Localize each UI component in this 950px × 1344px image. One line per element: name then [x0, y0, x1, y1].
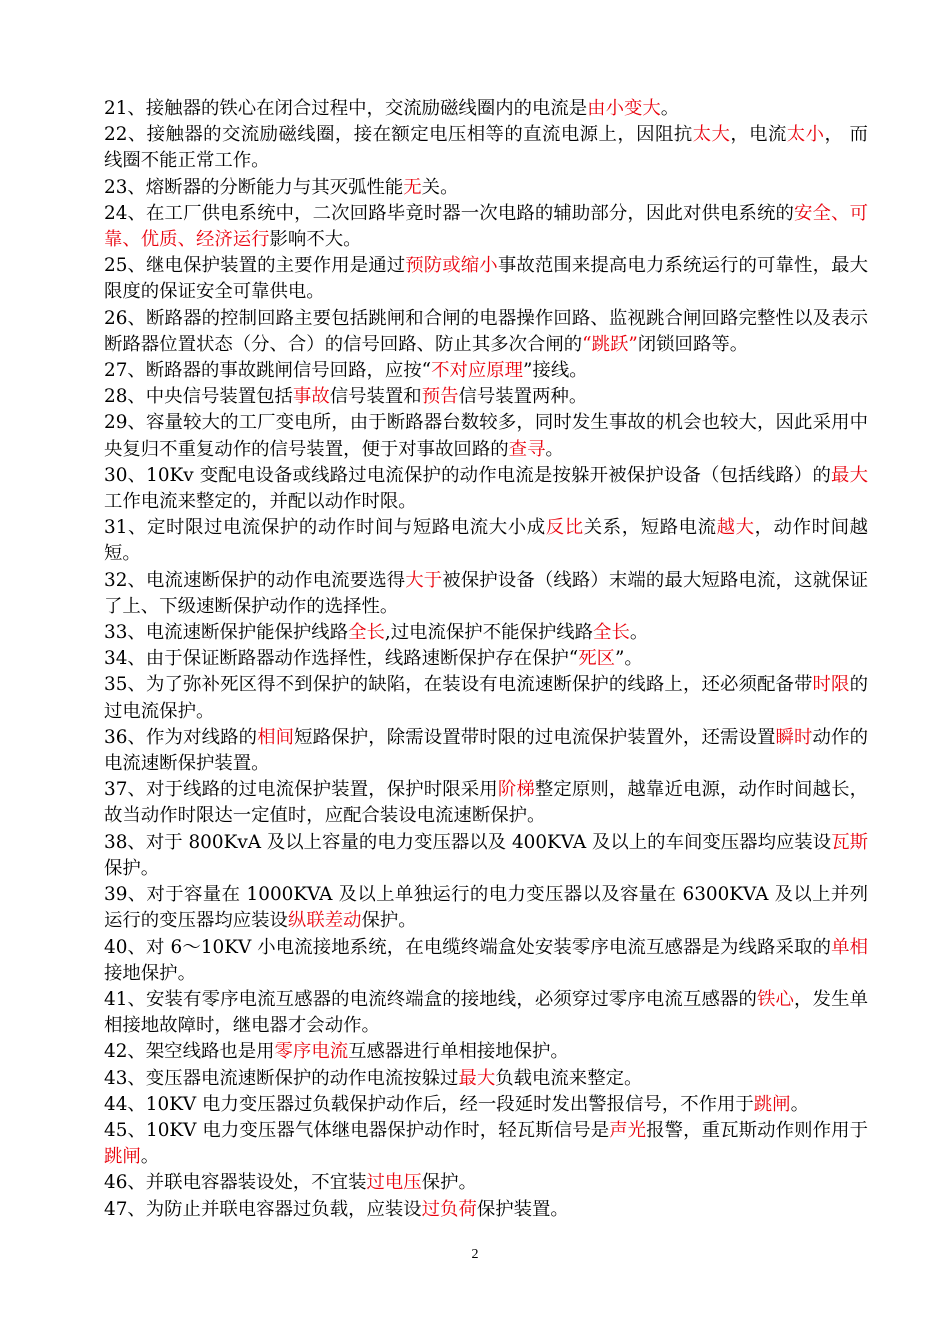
- question-text: 34、由于保证断路器动作选择性，线路速断保护存在保护“: [104, 648, 579, 670]
- question-text: ， 而线圈不能正常工作。: [104, 124, 868, 172]
- question-text: 39、对于容量在 1000KVA 及以上单独运行的电力变压器以及容量在 6300KVA 及以上并列运行的变压器均应装设: [104, 884, 868, 932]
- question-item-22: [104, 122, 868, 174]
- answer-highlight: 预告: [421, 386, 459, 408]
- answer-highlight: 全长: [348, 622, 385, 644]
- question-text: ，电流: [730, 124, 787, 146]
- question-text: 26、断路器的控制回路主要包括跳闸和合闸的电器操作回路、监视跳合闸回路完整性以及表示断路器位置状态（分、合）的信号回路、防止其多次合闸的: [104, 307, 868, 355]
- answer-highlight: 太小: [786, 124, 825, 146]
- question-text: 影响不大。: [269, 229, 362, 251]
- question-text: 动作的电流速断保护装置。: [104, 726, 868, 775]
- question-text: 。: [660, 98, 680, 119]
- question-item-36: [104, 725, 868, 777]
- question-item-33: [104, 620, 868, 646]
- question-text: 40、对 6～10KV 小电流接地系统，在电缆终端盒处安装零序电流互感器是为线路采取的: [104, 936, 832, 958]
- answer-highlight: 相间: [257, 726, 295, 748]
- question-text: 信号装置和: [329, 386, 422, 408]
- question-item-38: [104, 830, 868, 882]
- question-text: 关系，短路电流: [583, 517, 717, 539]
- question-text: 。: [790, 1093, 809, 1115]
- answer-highlight: 跳闸: [104, 1146, 141, 1168]
- question-text: 接地保护。: [104, 962, 196, 984]
- question-text: 闭锁回路等。: [637, 333, 749, 355]
- answer-highlight: 时限: [812, 674, 850, 696]
- question-text: 35、为了弥补死区得不到保护的缺陷，在装设有电流速断保护的线路上，还必须配备带: [104, 674, 813, 696]
- question-text: 关。: [421, 176, 459, 198]
- answer-highlight: 反比: [545, 517, 584, 539]
- question-text: 44、10KV 电力变压器过负载保护动作后，经一段延时发出警报信号，不作用于: [104, 1093, 754, 1115]
- question-item-34: [104, 646, 868, 672]
- question-text: 25、继电保护装置的主要作用是通过: [104, 255, 406, 277]
- question-text: 45、10KV 电力变压器气体继电器保护动作时，轻瓦斯信号是: [104, 1119, 610, 1141]
- question-item-28: [104, 384, 868, 410]
- answer-highlight: 最大: [458, 1067, 496, 1089]
- question-item-21: [104, 96, 868, 122]
- question-text: 43、变压器电流速断保护的动作电流按躲过: [104, 1067, 459, 1089]
- answer-highlight: 单相: [831, 936, 868, 958]
- question-item-37: [104, 777, 868, 829]
- question-item-27: [104, 358, 868, 384]
- question-item-26: [104, 306, 868, 358]
- question-item-44: [104, 1092, 868, 1118]
- question-text: 29、容量较大的工厂变电所，由于断路器台数较多，同时发生事故的机会也较大，因此采用中央复归不重复动作的信号装置，便于对事故回路的: [104, 412, 868, 460]
- question-text: ，发生单相接地故障时，继电器才会动作。: [104, 988, 868, 1037]
- question-text: 事故范围来提高电力系统运行的可靠性，最大限度的保证安全可靠供电。: [104, 255, 868, 303]
- question-text: 37、对于线路的过电流保护装置，保护时限采用: [104, 779, 498, 801]
- question-text: 保护装置。: [476, 1198, 569, 1220]
- answer-highlight: 越大: [716, 517, 755, 539]
- answer-highlight: 铁心: [757, 988, 795, 1010]
- question-item-45: [104, 1118, 868, 1170]
- answer-highlight: “跳跃”: [582, 333, 638, 355]
- question-text: 负载电流来整定。: [495, 1067, 643, 1089]
- answer-highlight: 安全、可靠、优质、经济运行: [104, 202, 868, 251]
- question-text: 31、定时限过电流保护的动作时间与短路电流大小成: [104, 517, 546, 539]
- question-text: 28、中央信号装置包括: [104, 386, 293, 408]
- answer-highlight: 跳闸: [753, 1093, 791, 1115]
- answer-highlight: 过负荷: [421, 1198, 477, 1220]
- question-item-30: [104, 463, 868, 515]
- question-text: 38、对于 800KvA 及以上容量的电力变压器以及 400KVA 及以上的车间变压器均应装设: [104, 831, 832, 853]
- answer-highlight: 太大: [692, 124, 731, 146]
- question-text: 。: [629, 622, 649, 644]
- question-text: 被保护设备（线路）末端的最大短路电流，这就保证了上、下级速断保护动作的选择性。: [104, 569, 868, 617]
- question-text: 46、并联电容器装设处，不宜装: [104, 1172, 367, 1194]
- question-text: 互感器进行单相接地保护。: [348, 1041, 569, 1063]
- question-item-25: [104, 253, 868, 305]
- answer-highlight: 最大: [831, 464, 868, 486]
- question-text: 工作电流来整定的，并配以动作时限。: [104, 491, 417, 513]
- question-text: 27、断路器的事故跳闸信号回路，应按“: [104, 360, 432, 382]
- question-item-39: [104, 882, 868, 934]
- answer-highlight: 不对应原理: [431, 360, 524, 382]
- answer-highlight: 全长: [593, 622, 630, 644]
- answer-highlight: 过电压: [366, 1172, 422, 1194]
- question-text: 的过电流保护。: [104, 674, 868, 722]
- question-text: 整定原则，越靠近电源，动作时间越长，故当动作时限达一定值时，应配合装设电流速断保护。: [104, 779, 868, 827]
- question-item-41: [104, 987, 868, 1039]
- page-number: 2: [471, 1247, 479, 1262]
- question-text: ”接线。: [523, 360, 588, 382]
- answer-highlight: 事故: [292, 386, 330, 408]
- question-list: [104, 96, 868, 1223]
- question-text: 42、架空线路也是用: [104, 1041, 275, 1063]
- answer-highlight: 瞬时: [775, 726, 813, 748]
- answer-highlight: 预防或缩小: [405, 255, 498, 277]
- answer-highlight: 由小变大: [587, 98, 661, 119]
- question-item-35: [104, 672, 868, 724]
- question-text: 信号装置两种。: [458, 386, 588, 408]
- answer-highlight: 查寻: [508, 438, 546, 460]
- answer-highlight: 零序电流: [274, 1041, 349, 1063]
- answer-highlight: 声光: [609, 1119, 647, 1141]
- question-text: 36、作为对线路的: [104, 726, 258, 748]
- question-text: 32、电流速断保护的动作电流要选得: [104, 569, 406, 591]
- question-item-47: [104, 1197, 868, 1223]
- question-text: 保护。: [361, 910, 417, 932]
- answer-highlight: 死区: [578, 648, 615, 670]
- answer-highlight: 阶梯: [497, 779, 535, 801]
- question-text: ，动作时间越短。: [104, 517, 868, 565]
- question-item-24: [104, 201, 868, 253]
- question-text: 。: [140, 1146, 160, 1168]
- question-text: 24、在工厂供电系统中，二次回路毕竟时器一次电路的辅助部分，因此对供电系统的: [104, 202, 795, 224]
- question-item-29: [104, 410, 868, 462]
- question-item-32: [104, 568, 868, 620]
- question-item-31: [104, 515, 868, 567]
- question-text: 47、为防止并联电容器过负载，应装设: [104, 1198, 422, 1220]
- question-text: 。: [545, 438, 564, 460]
- question-item-46: [104, 1170, 868, 1196]
- question-text: 30、10Kv 变配电设备或线路过电流保护的动作电流是按躲开被保护设备（包括线路）的: [104, 464, 832, 486]
- question-text: 保护。: [104, 857, 160, 879]
- question-text: 短路保护，除需设置带时限的过电流保护装置外，还需设置: [294, 726, 776, 748]
- question-text: 41、安装有零序电流互感器的电流终端盒的接地线，必须穿过零序电流互感器的: [104, 988, 758, 1010]
- question-text: 33、电流速断保护能保护线路: [104, 622, 349, 644]
- answer-highlight: 无: [403, 176, 422, 198]
- question-text: 保护。: [421, 1172, 477, 1194]
- answer-highlight: 瓦斯: [831, 831, 868, 853]
- question-text: ”。: [614, 648, 643, 670]
- question-text: 报警，重瓦斯动作则作用于: [646, 1119, 868, 1141]
- question-item-23: [104, 175, 868, 201]
- question-item-40: [104, 935, 868, 987]
- question-text: ,过电流保护不能保护线路: [384, 622, 594, 644]
- question-text: 23、熔断器的分断能力与其灭弧性能: [104, 176, 404, 198]
- answer-highlight: 纵联差动: [287, 910, 362, 932]
- answer-highlight: 大于: [405, 569, 443, 591]
- question-text: 21、接触器的铁心在闭合过程中，交流励磁线圈内的电流是: [104, 98, 588, 119]
- question-item-42: [104, 1039, 868, 1065]
- question-item-43: [104, 1066, 868, 1092]
- question-text: 22、接触器的交流励磁线圈，接在额定电压相等的直流电源上，因阻抗: [104, 124, 693, 146]
